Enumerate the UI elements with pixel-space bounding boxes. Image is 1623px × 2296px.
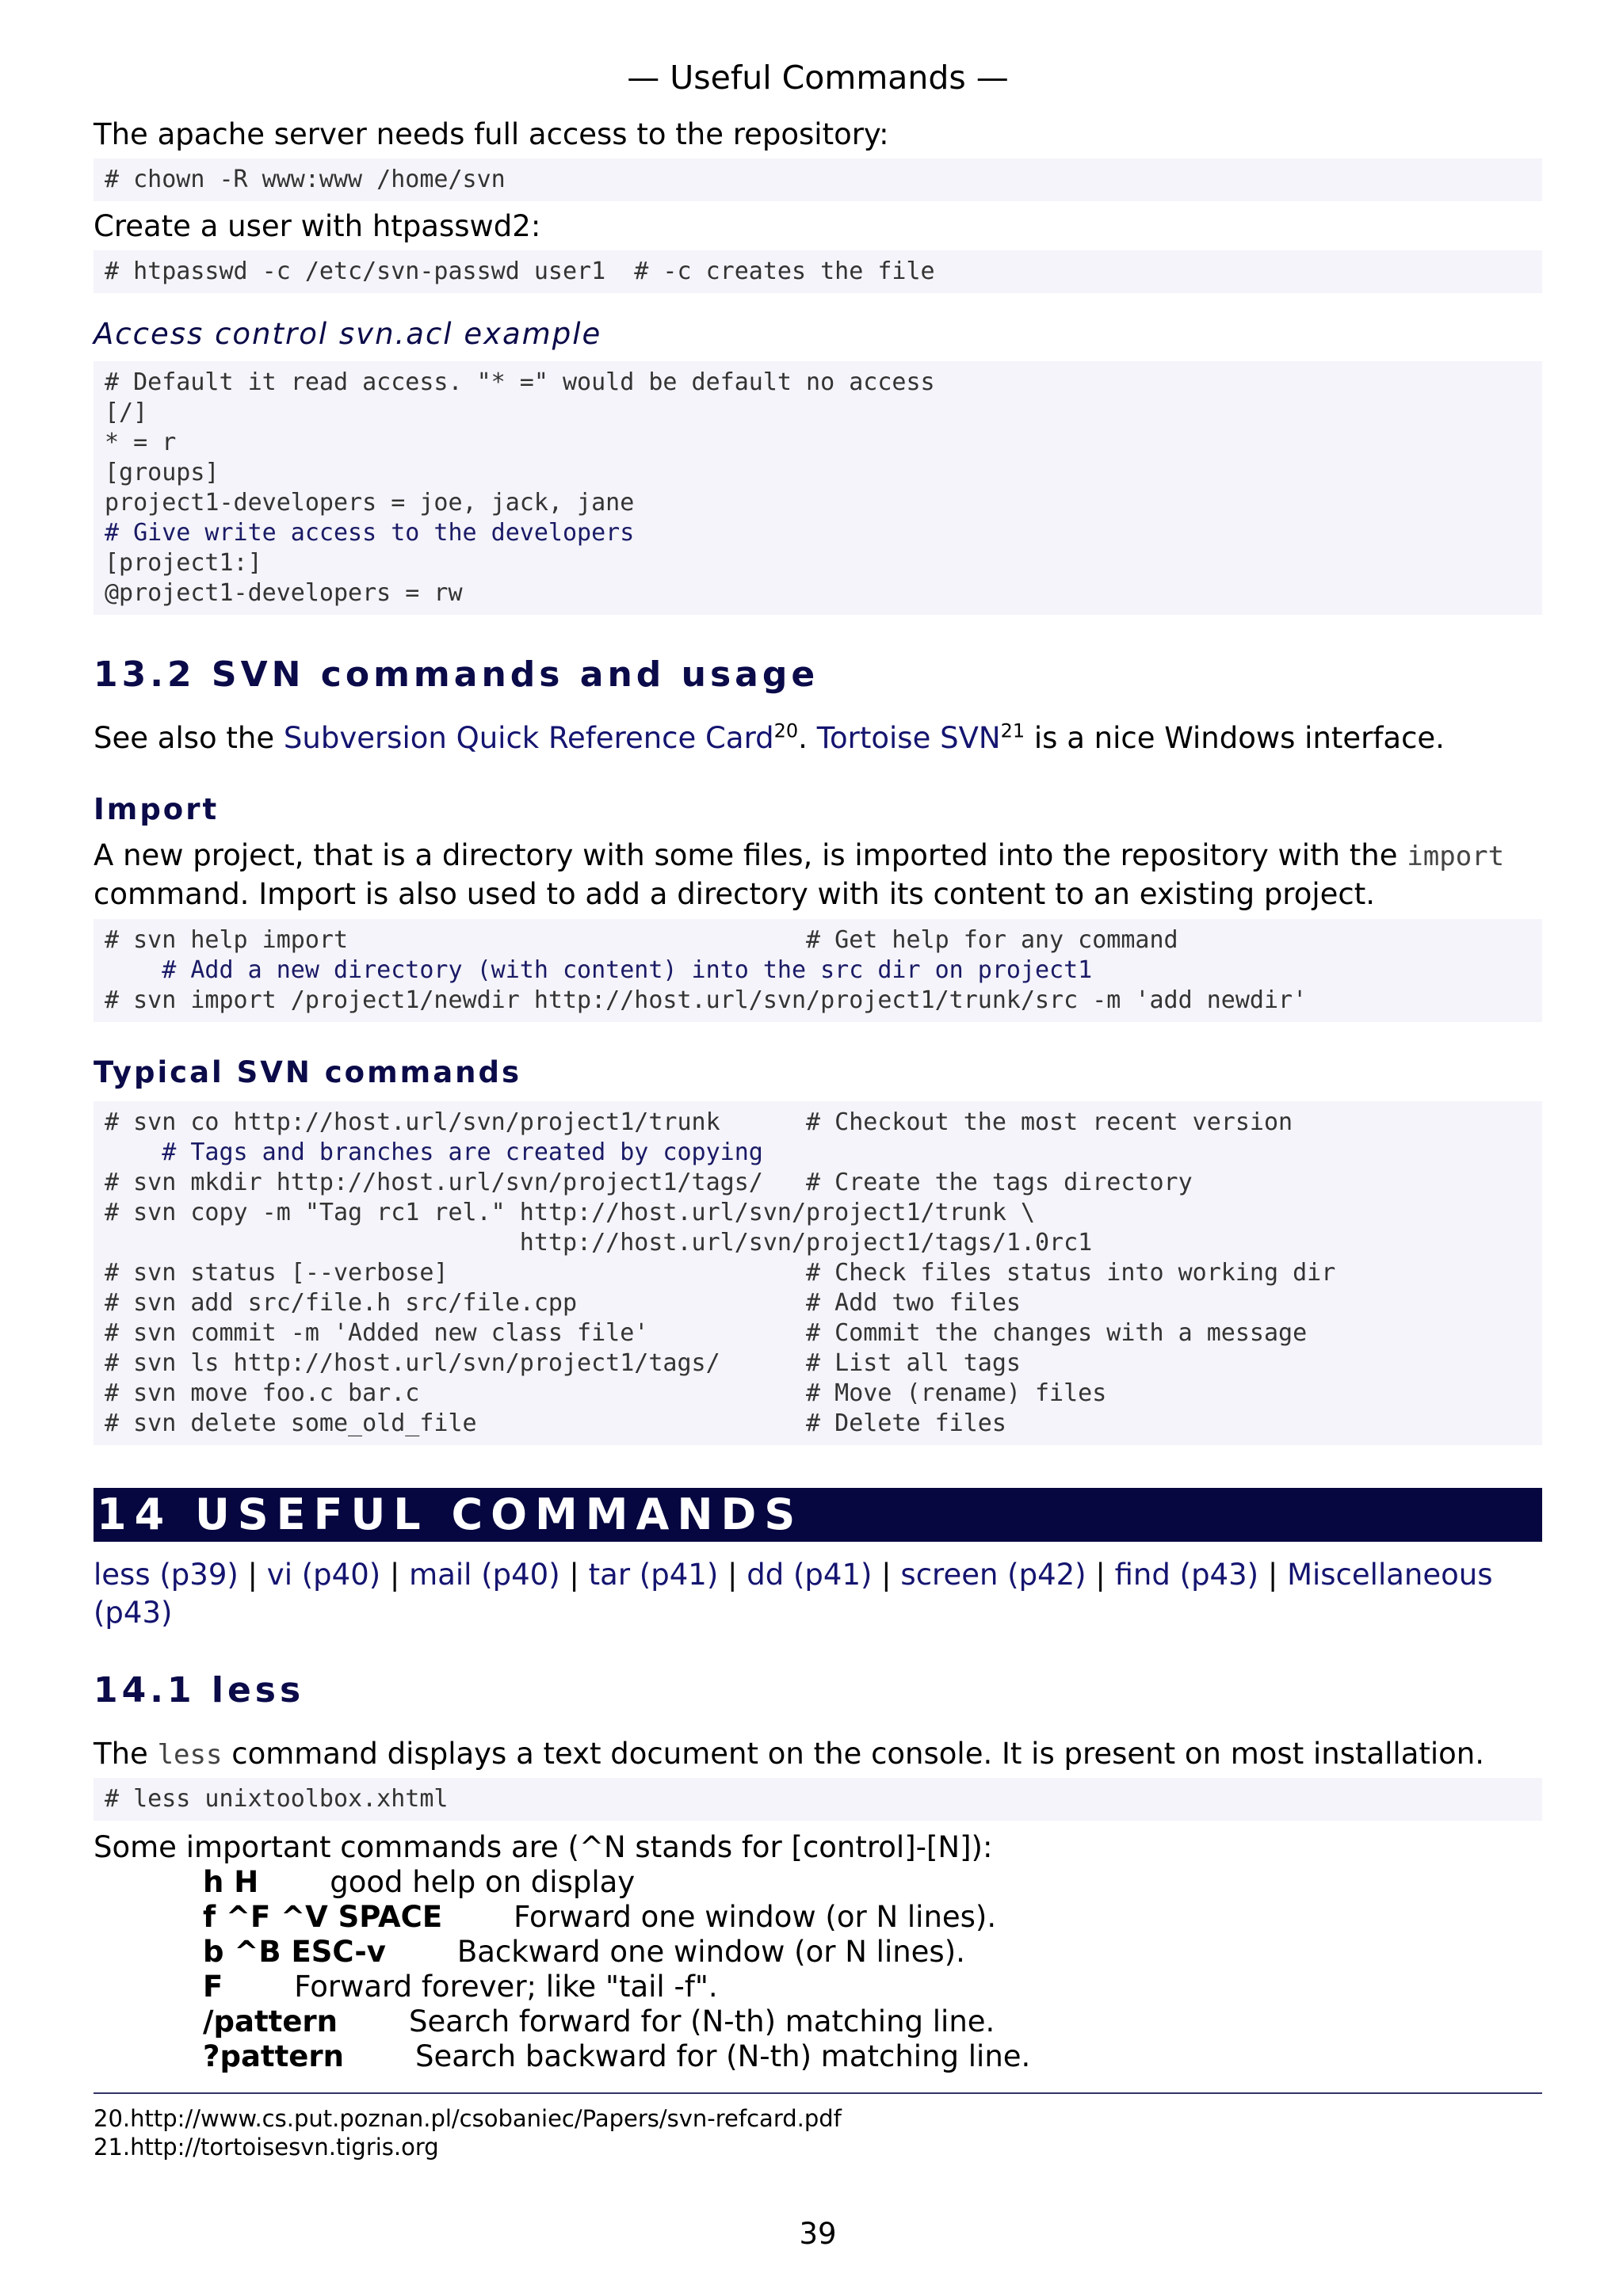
key-desc: Search backward for (N-th) matching line. xyxy=(414,2039,1031,2073)
code-line: # svn commit -m 'Added new class file' # Commit the changes with a message xyxy=(105,1319,1308,1347)
important-commands-intro: Some important commands are (^N stands for [control]-[N]): xyxy=(94,1830,993,1864)
code-line: project1-developers = joe, jack, jane xyxy=(105,489,635,517)
footnote-20: 20.http://www.cs.put.poznan.pl/csobaniec/Papers/svn-refcard.pdf xyxy=(94,2105,842,2132)
key-name: b ^B ESC-v xyxy=(203,1935,386,1969)
key-row xyxy=(203,2039,1030,2074)
svn-refcard-link[interactable]: Subversion Quick Reference Card xyxy=(283,721,774,755)
nav-link-less[interactable]: less (p39) xyxy=(94,1558,239,1592)
code-htpasswd: # htpasswd -c /etc/svn-passwd user1 # -c creates the file xyxy=(94,250,1542,293)
key-name: /pattern xyxy=(203,2004,338,2039)
key-desc: Forward forever; like "tail -f". xyxy=(294,1970,718,2004)
code-comment-line: # Add a new directory (with content) into the src dir on project1 xyxy=(105,956,1093,984)
nav-separator: | xyxy=(238,1558,267,1592)
nav-link-misc[interactable]: Miscellaneous xyxy=(1287,1558,1493,1592)
code-line: # svn help import # Get help for any command xyxy=(105,926,1178,954)
intro-apache: The apache server needs full access to the repository: xyxy=(94,117,889,151)
page-number: 39 xyxy=(799,2217,837,2251)
section-14-banner: 14 USEFUL COMMANDS xyxy=(94,1488,1542,1542)
typical-svn-heading: Typical SVN commands xyxy=(94,1055,522,1089)
nav-separator: | xyxy=(380,1558,410,1592)
see-also-prefix: See also the xyxy=(94,721,284,755)
key-name: f ^F ^V SPACE xyxy=(203,1900,443,1934)
footnote-21: 21.http://tortoisesvn.tigris.org xyxy=(94,2134,439,2161)
code-chown: # chown -R www:www /home/svn xyxy=(94,158,1542,201)
code-line: # svn move foo.c bar.c # Move (rename) files xyxy=(105,1379,1107,1407)
see-also-suffix: is a nice Windows interface. xyxy=(1025,721,1445,755)
nav-link-dd[interactable]: dd (p41) xyxy=(747,1558,873,1592)
less-paragraph xyxy=(94,1735,1542,1774)
key-row xyxy=(203,1935,965,1970)
nav-link-tar[interactable]: tar (p41) xyxy=(588,1558,719,1592)
nav-separator: | xyxy=(1258,1558,1288,1592)
import-heading: Import xyxy=(94,792,220,826)
key-row xyxy=(203,2004,995,2039)
code-line: [groups] xyxy=(105,459,220,486)
section-14-1-heading: 14.1 less xyxy=(94,1670,305,1711)
section-nav-links xyxy=(94,1556,1542,1632)
key-name: h H xyxy=(203,1865,259,1899)
nav-link-misc-page[interactable]: (p43) xyxy=(94,1596,173,1630)
code-line: # svn ls http://host.url/svn/project1/tags/ # List all tags xyxy=(105,1349,1021,1377)
code-line: # svn status [--verbose] # Check files status into working dir xyxy=(105,1259,1336,1287)
less-text-prefix: The xyxy=(94,1737,158,1771)
code-line: # svn delete some_old_file # Delete files xyxy=(105,1409,1006,1437)
code-line: # svn co http://host.url/svn/project1/trunk # Checkout the most recent version xyxy=(105,1108,1293,1136)
nav-separator: | xyxy=(1086,1558,1115,1592)
section-13-2-heading: 13.2 SVN commands and usage xyxy=(94,654,819,695)
key-desc: Forward one window (or N lines). xyxy=(514,1900,997,1934)
nav-separator: | xyxy=(872,1558,901,1592)
nav-link-find[interactable]: find (p43) xyxy=(1114,1558,1259,1592)
inline-code-less: less xyxy=(157,1739,223,1771)
code-line: # svn import /project1/newdir http://host.url/svn/project1/trunk/src -m 'add newdir' xyxy=(105,986,1308,1014)
key-desc: good help on display xyxy=(330,1865,636,1899)
code-less: # less unixtoolbox.xhtml xyxy=(94,1778,1542,1821)
code-comment-line: # Give write access to the developers xyxy=(105,519,635,547)
see-also-paragraph xyxy=(94,719,1542,757)
code-import xyxy=(94,919,1542,1022)
key-row xyxy=(203,1970,718,2004)
acl-heading: Access control svn.acl example xyxy=(94,317,602,351)
footnote-ref-20[interactable]: 20 xyxy=(773,719,799,742)
code-line: http://host.url/svn/project1/tags/1.0rc1 xyxy=(105,1229,1093,1257)
key-row xyxy=(203,1900,996,1935)
tortoise-svn-link[interactable]: Tortoise SVN xyxy=(816,721,1001,755)
code-line: * = r xyxy=(105,429,177,456)
less-text-suffix: command displays a text document on the console. It is present on most installation. xyxy=(222,1737,1485,1771)
code-comment-line: # Tags and branches are created by copying xyxy=(105,1138,763,1166)
nav-separator: | xyxy=(718,1558,747,1592)
import-paragraph xyxy=(94,837,1542,913)
key-name: ?pattern xyxy=(203,2039,344,2073)
key-desc: Backward one window (or N lines). xyxy=(456,1935,965,1969)
intro-htpasswd: Create a user with htpasswd2: xyxy=(94,209,541,243)
nav-link-mail[interactable]: mail (p40) xyxy=(409,1558,560,1592)
nav-link-vi[interactable]: vi (p40) xyxy=(266,1558,381,1592)
see-also-mid: . xyxy=(798,721,817,755)
code-line: # svn add src/file.h src/file.cpp # Add two files xyxy=(105,1289,1021,1317)
code-typical-svn xyxy=(94,1101,1542,1445)
key-row xyxy=(203,1865,635,1900)
key-name: F xyxy=(203,1970,223,2004)
code-line: [/] xyxy=(105,399,148,426)
import-text-line2: command. Import is also used to add a directory with its content to an existing project. xyxy=(94,877,1375,911)
code-line: # svn mkdir http://host.url/svn/project1/tags/ # Create the tags directory xyxy=(105,1169,1193,1196)
code-acl xyxy=(94,361,1542,615)
code-line: [project1:] xyxy=(105,549,262,577)
inline-code-import: import xyxy=(1407,841,1505,872)
code-line: @project1-developers = rw xyxy=(105,579,463,607)
import-text-part1: A new project, that is a directory with some files, is imported into the repository with the xyxy=(94,838,1407,872)
nav-separator: | xyxy=(559,1558,589,1592)
code-line: # Default it read access. "* =" would be default no access xyxy=(105,368,935,396)
footnote-ref-21[interactable]: 21 xyxy=(1000,719,1025,742)
nav-link-screen[interactable]: screen (p42) xyxy=(900,1558,1086,1592)
footnote-divider xyxy=(94,2092,1542,2094)
key-desc: Search forward for (N-th) matching line. xyxy=(409,2004,995,2039)
code-line: # svn copy -m "Tag rc1 rel." http://host.url/svn/project1/trunk \ xyxy=(105,1199,1035,1226)
running-header: — Useful Commands — xyxy=(627,59,1009,97)
